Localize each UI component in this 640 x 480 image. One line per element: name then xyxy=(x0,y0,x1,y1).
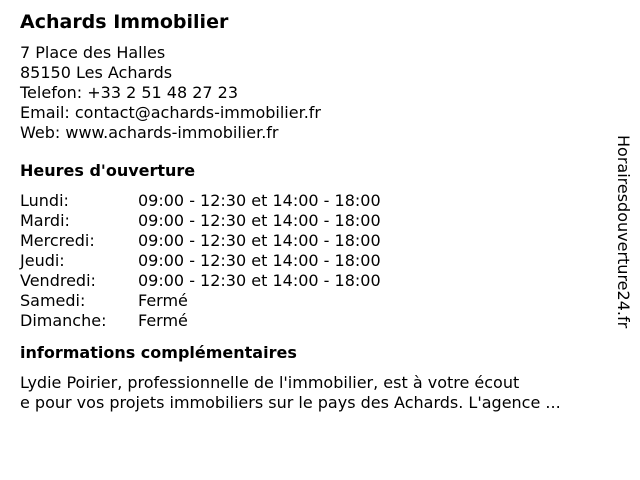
day-label: Jeudi: xyxy=(20,251,65,270)
day-label: Mardi: xyxy=(20,211,70,230)
additional-info-line-1: Lydie Poirier, professionnelle de l'immobilier, est à votre écout xyxy=(20,373,520,392)
time-range: 09:00 - 12:30 et 14:00 - 18:00 xyxy=(138,231,381,250)
day-label: Samedi: xyxy=(20,291,86,310)
additional-info-line-2: e pour vos projets immobiliers sur le pays des Achards. L'agence ... xyxy=(20,393,561,412)
hours-row-monday xyxy=(20,191,610,211)
day-label: Vendredi: xyxy=(20,271,96,290)
time-range: 09:00 - 12:30 et 14:00 - 18:00 xyxy=(138,271,381,290)
hours-row-wednesday xyxy=(20,231,610,251)
closed-status: Fermé xyxy=(138,291,188,310)
day-label: Mercredi: xyxy=(20,231,95,250)
address-line-1: 7 Place des Halles xyxy=(20,43,166,62)
time-range: 09:00 - 12:30 et 14:00 - 18:00 xyxy=(138,191,381,210)
additional-info-text xyxy=(20,373,610,413)
email-address: Email: contact@achards-immobilier.fr xyxy=(20,103,321,122)
closed-status: Fermé xyxy=(138,311,188,330)
hours-row-sunday xyxy=(20,311,610,331)
site-watermark: Horairesdouverture24.fr xyxy=(614,135,633,329)
address-line-2: 85150 Les Achards xyxy=(20,63,173,82)
day-label: Dimanche: xyxy=(20,311,107,330)
day-label: Lundi: xyxy=(20,191,69,210)
phone-number: Telefon: +33 2 51 48 27 23 xyxy=(20,83,239,102)
hours-row-thursday xyxy=(20,251,610,271)
hours-row-friday xyxy=(20,271,610,291)
opening-hours-title: Heures d'ouverture xyxy=(20,161,196,180)
opening-hours-list xyxy=(20,191,610,331)
business-name: Achards Immobilier xyxy=(20,11,229,33)
time-range: 09:00 - 12:30 et 14:00 - 18:00 xyxy=(138,211,381,230)
additional-info-title: informations complémentaires xyxy=(20,343,297,362)
website-address: Web: www.achards-immobilier.fr xyxy=(20,123,279,142)
business-card xyxy=(20,9,610,413)
hours-row-saturday xyxy=(20,291,610,311)
hours-row-tuesday xyxy=(20,211,610,231)
time-range: 09:00 - 12:30 et 14:00 - 18:00 xyxy=(138,251,381,270)
